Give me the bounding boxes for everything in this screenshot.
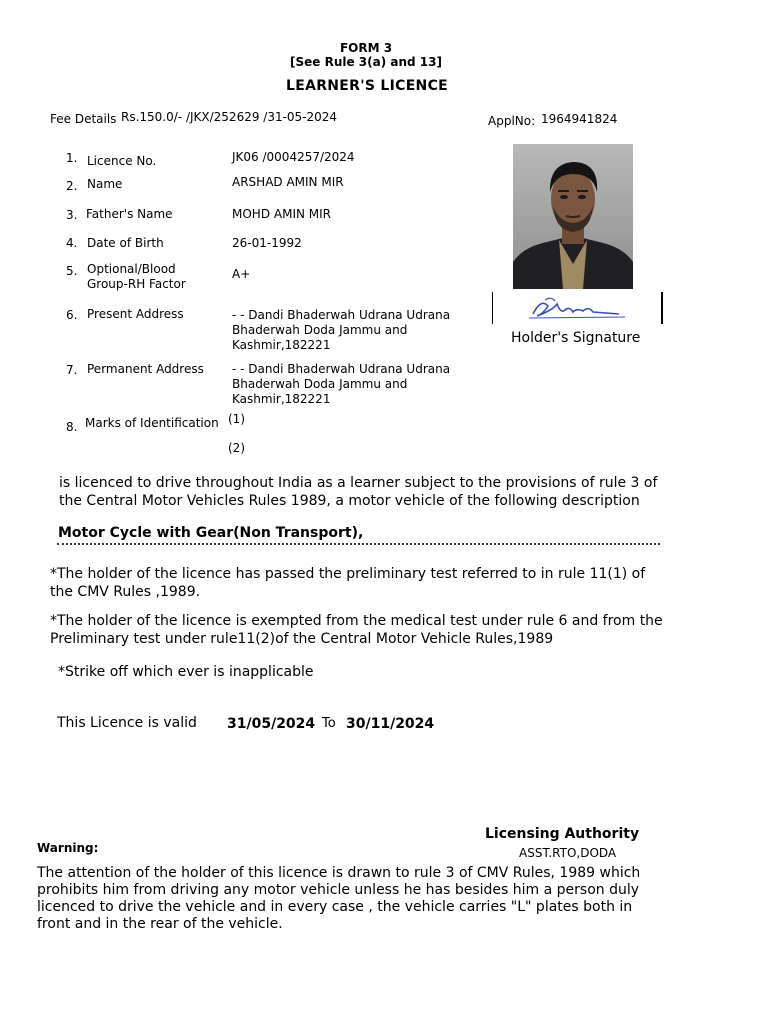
- licence-no-value: JK06 /0004257/2024: [232, 150, 355, 164]
- fee-value: Rs.150.0/- /JKX/252629 /31-05-2024: [121, 110, 338, 124]
- licence-statement: is licenced to drive throughout India as a learner subject to the provisions of rule 3 of the Central Motor Vehicles Rules 1989, a motor vehicle of the following description: [59, 475, 658, 509]
- exemption-note: *The holder of the licence is exempted from the medical test under rule 6 and from the Preliminary test under rule11(2)of the Central Motor Vehicle Rules,1989: [50, 613, 663, 647]
- preliminary-test-note: *The holder of the licence has passed the preliminary test referred to in rule 11(1) of the CMV Rules ,1989.: [50, 566, 646, 600]
- fee-label: Fee Details: [50, 112, 117, 126]
- holder-photo: [513, 144, 633, 289]
- fathers-name-value: MOHD AMIN MIR: [232, 207, 331, 221]
- dotted-divider: [57, 543, 660, 545]
- field-number: 8.: [66, 420, 78, 434]
- dob-label: Date of Birth: [87, 236, 164, 250]
- field-number: 2.: [66, 179, 78, 193]
- strike-note: *Strike off which ever is inapplicable: [58, 664, 314, 680]
- blood-group-label-line2: Group-RH Factor: [87, 277, 186, 291]
- warning-label: Warning:: [37, 841, 99, 855]
- field-number: 6.: [66, 308, 78, 322]
- name-label: Name: [87, 177, 123, 191]
- rule-reference: [See Rule 3(a) and 13]: [290, 55, 442, 69]
- field-number: 3.: [66, 208, 78, 222]
- signature-box: [492, 292, 663, 324]
- permanent-address-value: - - Dandi Bhaderwah Udrana Udrana Bhaderwah Doda Jammu and Kashmir,182221: [232, 362, 451, 406]
- present-address-label: Present Address: [87, 307, 184, 321]
- form-number: FORM 3: [339, 41, 393, 55]
- blood-group-value: A+: [232, 267, 251, 281]
- present-address-value: - - Dandi Bhaderwah Udrana Udrana Bhaderwah Doda Jammu and Kashmir,182221: [232, 308, 451, 352]
- page-title: LEARNER'S LICENCE: [285, 78, 449, 94]
- identification-mark-2: (2): [228, 441, 245, 455]
- field-number: 1.: [66, 151, 78, 165]
- person-photo-icon: [513, 144, 633, 289]
- signature-caption: Holder's Signature: [511, 330, 641, 346]
- permanent-address-label: Permanent Address: [87, 362, 204, 376]
- licensing-authority-title: Licensing Authority: [485, 826, 640, 842]
- blood-group-label-line1: Optional/Blood: [87, 262, 176, 276]
- appl-label: ApplNo:: [488, 114, 536, 128]
- identification-mark-1: (1): [228, 412, 245, 426]
- identification-marks-label: Marks of Identification: [85, 416, 219, 430]
- vehicle-class: Motor Cycle with Gear(Non Transport),: [58, 525, 364, 541]
- signature-icon: [493, 292, 658, 324]
- valid-from-date: 31/05/2024: [227, 716, 316, 732]
- name-value: ARSHAD AMIN MIR: [232, 175, 344, 189]
- warning-text: The attention of the holder of this licence is drawn to rule 3 of CMV Rules, 1989 which prohibits him from driving any motor vehicle unless he has besides him a person duly licenced to drive the vehicle and in every case , the vehicle carries "L" plates both in front and in the rear of the vehicle.: [37, 865, 641, 932]
- validity-label: This Licence is valid: [57, 715, 197, 731]
- field-number: 7.: [66, 363, 78, 377]
- licensing-authority-office: ASST.RTO,DODA: [519, 846, 617, 860]
- licence-no-label: Licence No.: [87, 154, 157, 168]
- fathers-name-label: Father's Name: [86, 207, 173, 221]
- field-number: 4.: [66, 236, 78, 250]
- valid-to-date: 30/11/2024: [346, 716, 435, 732]
- appl-value: 1964941824: [541, 112, 618, 126]
- validity-to-label: To: [322, 716, 336, 731]
- field-number: 5.: [66, 264, 78, 278]
- dob-value: 26-01-1992: [232, 236, 302, 250]
